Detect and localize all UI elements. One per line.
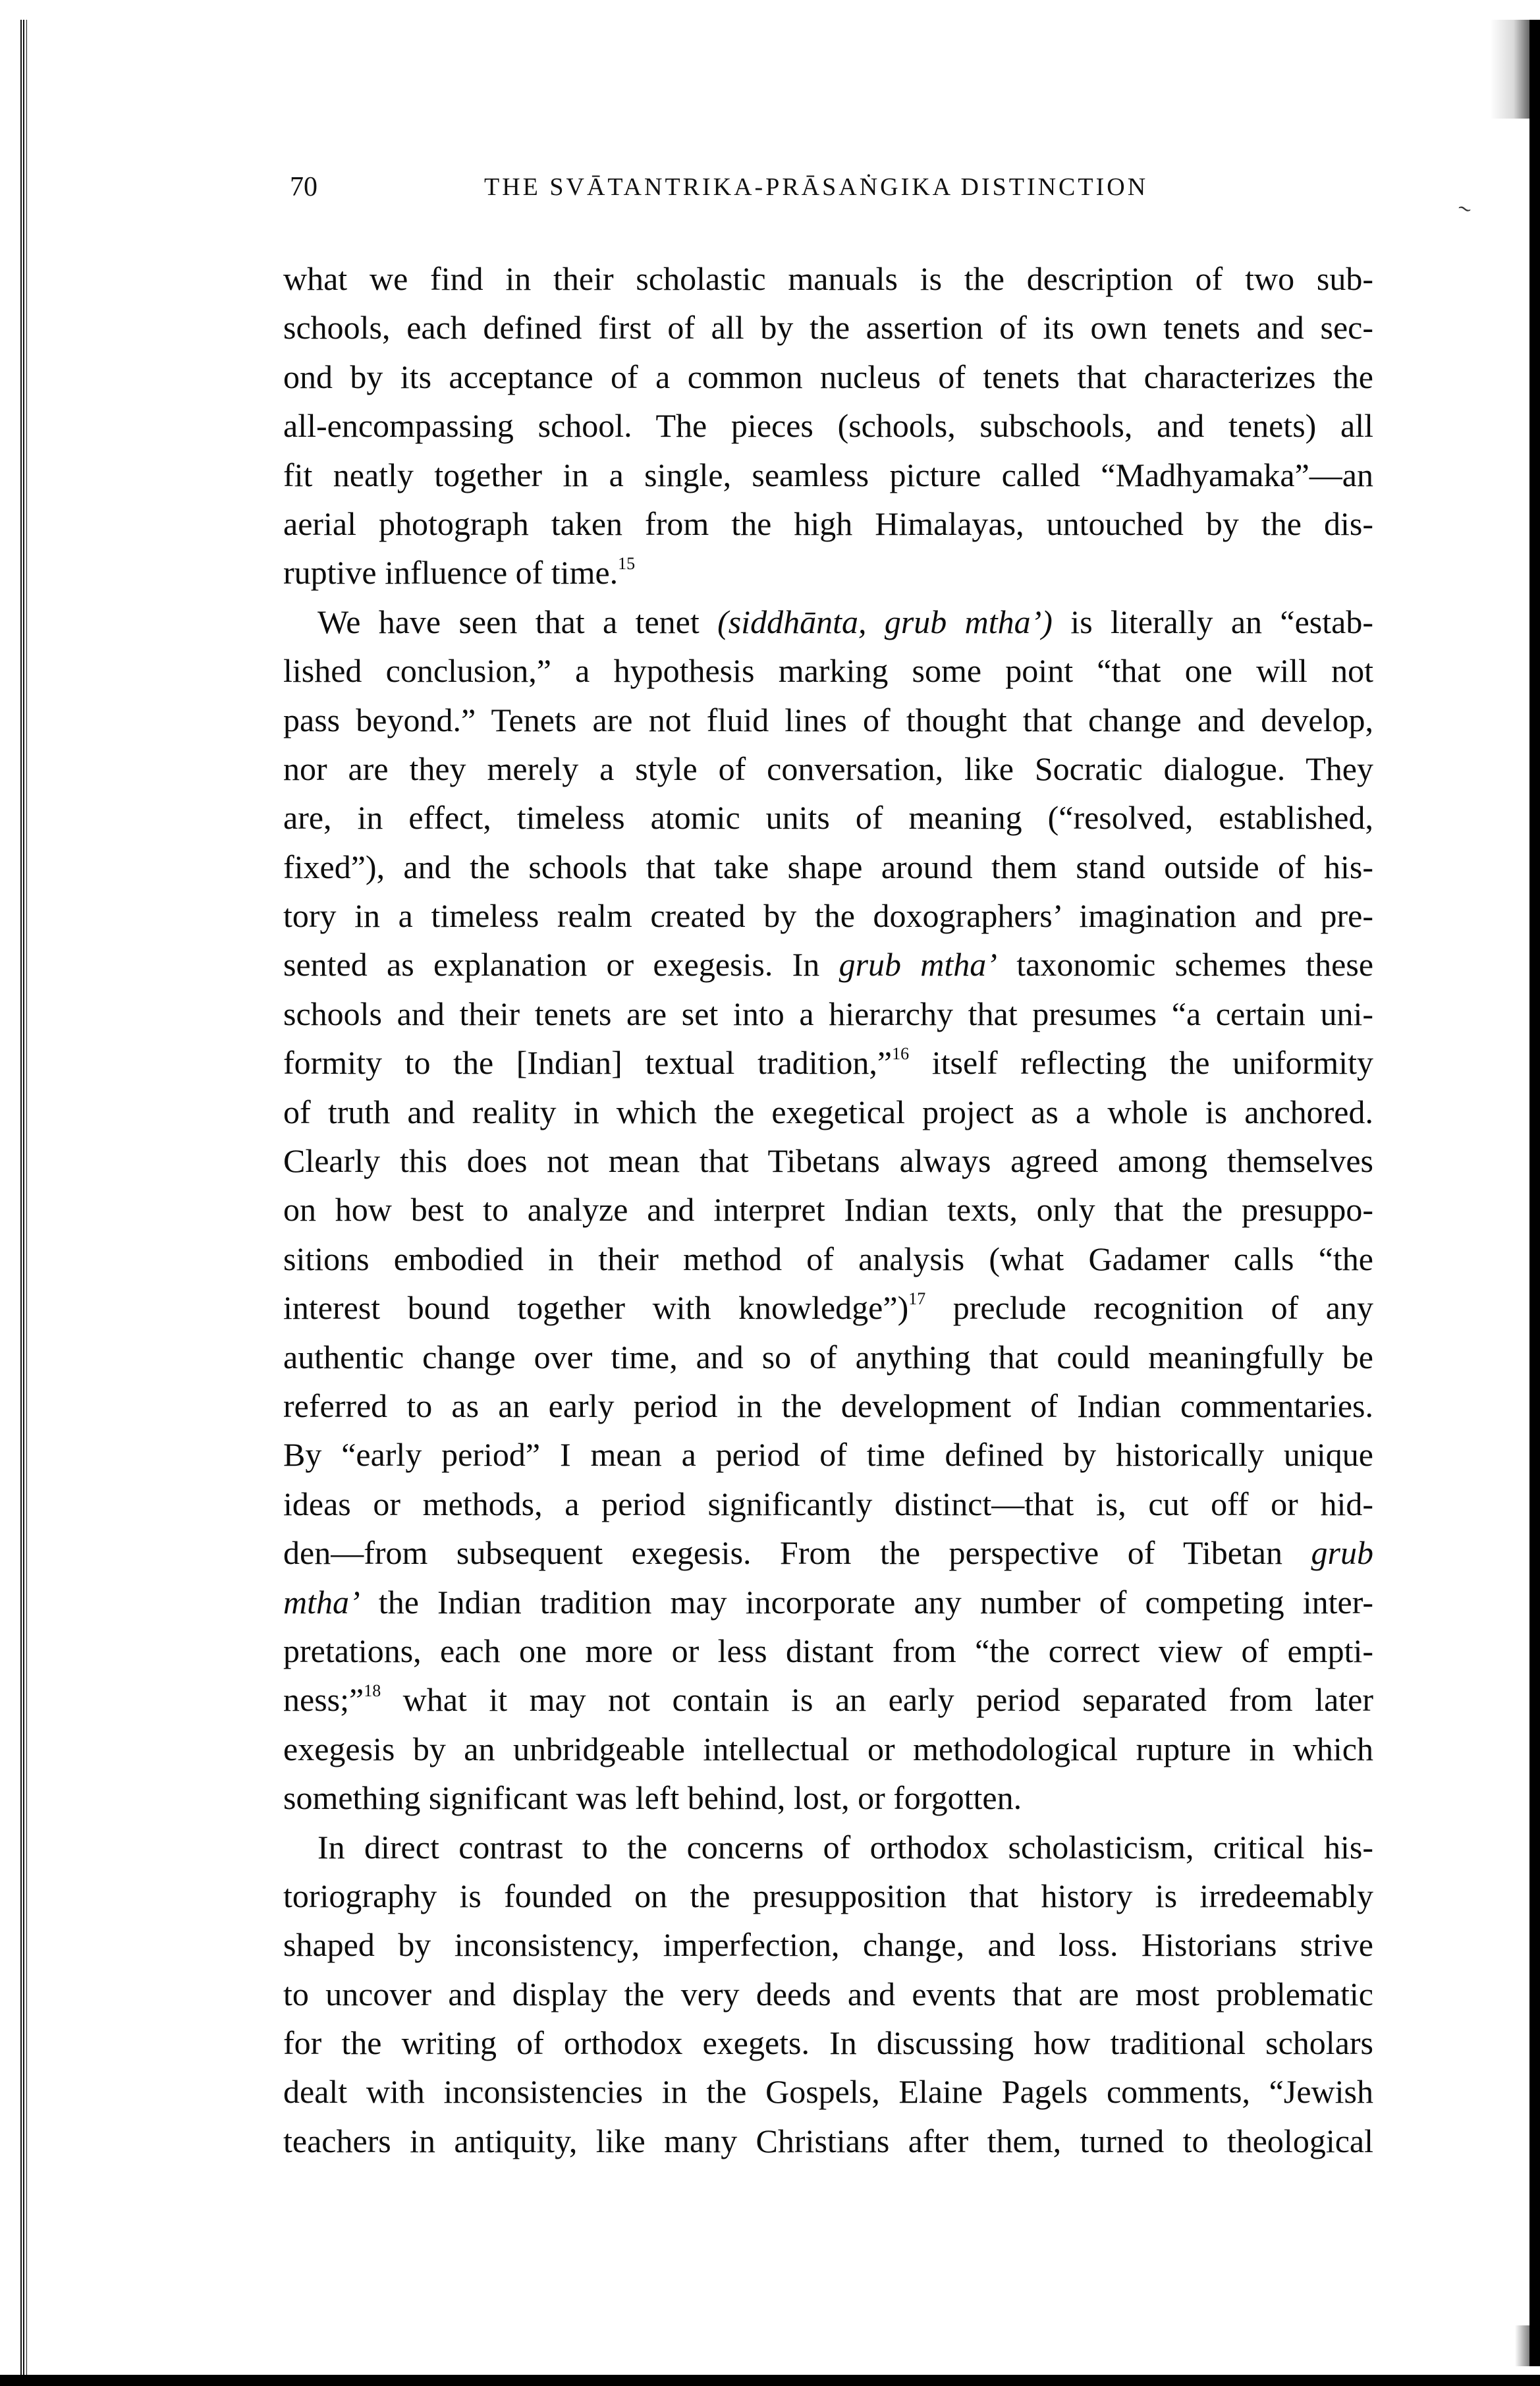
text-run: sented as explanation or exegesis. In	[283, 946, 839, 984]
text-run: are, in effect, timeless atomic units of meaning (“resolved, established,	[283, 799, 1373, 837]
text-run: exegesis by an unbridgeable intellectual or methodological rupture in which	[283, 1730, 1373, 1767]
text-run: pretations, each one more or less distant from “the correct view of empti-	[283, 1632, 1373, 1669]
text-run: ness;”	[283, 1681, 364, 1719]
text-line	[283, 1675, 1373, 1724]
italic-term: mtha’	[283, 1583, 360, 1621]
footnote-ref[interactable]: 15	[618, 554, 636, 574]
text-run: schools and their tenets are set into a hierarchy that presumes “a certain uni-	[283, 995, 1373, 1032]
text-run: ideas or methods, a period significantly distinct—that is, cut off or hid-	[283, 1485, 1373, 1522]
text-line	[283, 1136, 1373, 1185]
text-line	[283, 401, 1373, 450]
text-line	[283, 1970, 1373, 2018]
text-run: teachers in antiquity, like many Christians after them, turned to theological	[283, 2122, 1373, 2159]
body-text	[283, 254, 1373, 2165]
binding-edge-line	[20, 20, 22, 2378]
text-run: By “early period” I mean a period of time defined by historically unique	[283, 1436, 1373, 1474]
text-run: dealt with inconsistencies in the Gospels, Elaine Pagels comments, “Jewish	[283, 2073, 1373, 2111]
text-line	[283, 2117, 1373, 2165]
text-run: formity to the [Indian] textual tradition,”	[283, 1044, 893, 1082]
text-line	[283, 1725, 1373, 1773]
text-run: the Indian tradition may incorporate any number of competing inter-	[360, 1583, 1373, 1621]
text-run: of truth and reality in which the exegetical project as a whole is anchored.	[283, 1093, 1373, 1130]
text-run: fixed”), and the schools that take shape around them stand outside of his-	[283, 848, 1373, 885]
text-line	[283, 940, 1373, 989]
text-line	[283, 891, 1373, 940]
text-line	[283, 597, 1373, 646]
page-number: 70	[290, 172, 317, 202]
text-line	[283, 548, 1373, 597]
text-line	[283, 1920, 1373, 1969]
italic-term: (siddhānta, grub mtha’)	[717, 603, 1053, 640]
text-run: fit neatly together in a single, seamless picture called “Madhyamaka”—an	[283, 456, 1373, 493]
text-line	[283, 254, 1373, 303]
text-run: aerial photograph taken from the high Himalayas, untouched by the dis-	[283, 505, 1373, 542]
text-line	[283, 1235, 1373, 1283]
scan-edge-bottom	[0, 2375, 1540, 2386]
text-line	[283, 744, 1373, 793]
text-run: referred to as an early period in the development of Indian commentaries.	[283, 1387, 1373, 1424]
text-line	[283, 1823, 1373, 1872]
footnote-ref[interactable]: 16	[892, 1044, 910, 1064]
text-line	[283, 1430, 1373, 1479]
paragraph	[283, 1823, 1373, 2166]
text-run: tory in a timeless realm created by the doxographers’ imagination and pre-	[283, 897, 1373, 935]
text-line	[283, 1528, 1373, 1577]
text-run: sitions embodied in their method of analysis (what Gadamer calls “the	[283, 1240, 1373, 1277]
italic-term: grub	[1311, 1534, 1373, 1572]
text-line	[283, 1381, 1373, 1430]
text-run: shaped by inconsistency, imperfection, change, and loss. Historians strive	[283, 1926, 1373, 1964]
text-line	[283, 1773, 1373, 1822]
text-run: Clearly this does not mean that Tibetans always agreed among themselves	[283, 1142, 1373, 1180]
text-run: den—from subsequent exegesis. From the perspective of Tibetan	[283, 1534, 1311, 1572]
text-run: what we find in their scholastic manuals is the description of two sub-	[283, 260, 1373, 297]
text-run: is literally an “estab-	[1052, 603, 1373, 640]
text-line	[283, 1872, 1373, 1920]
text-line	[283, 303, 1373, 352]
text-line	[283, 646, 1373, 695]
text-run: what it may not contain is an early period separated from later	[381, 1681, 1373, 1719]
running-head: THE SVĀTANTRIKA-PRĀSAṄGIKA DISTINCTION	[484, 173, 1149, 201]
text-run: for the writing of orthodox exegets. In discussing how traditional scholars	[283, 2024, 1373, 2062]
text-line	[283, 1333, 1373, 1381]
text-line	[283, 1480, 1373, 1528]
text-line	[283, 451, 1373, 499]
text-run: schools, each defined first of all by the assertion of its own tenets and sec-	[283, 309, 1373, 347]
text-run: ond by its acceptance of a common nucleus of tenets that characterizes the	[283, 358, 1373, 395]
text-line	[283, 1283, 1373, 1332]
page-header	[0, 171, 1540, 211]
text-run: itself reflecting the uniformity	[909, 1044, 1373, 1082]
text-run: interest bound together with knowledge”)	[283, 1289, 909, 1327]
stray-pen-mark: ~	[1454, 195, 1476, 222]
text-run: something significant was left behind, lost, or forgotten.	[283, 1779, 1022, 1817]
scan-edge-right	[1529, 20, 1540, 2366]
text-run: taxonomic schemes these	[997, 946, 1374, 984]
text-run: ruptive influence of time.	[283, 554, 619, 592]
text-line	[283, 696, 1373, 744]
paragraph	[283, 254, 1373, 597]
text-run: In direct contrast to the concerns of orthodox scholasticism, critical his-	[317, 1828, 1373, 1866]
footnote-ref[interactable]: 17	[908, 1289, 926, 1309]
text-run: authentic change over time, and so of anything that could meaningfully be	[283, 1338, 1373, 1375]
text-run: all-encompassing school. The pieces (schools, subschools, and tenets) all	[283, 407, 1373, 445]
binding-edge-line	[26, 20, 27, 2378]
text-run: preclude recognition of any	[925, 1289, 1373, 1327]
text-line	[283, 499, 1373, 548]
italic-term: grub mtha’	[839, 946, 997, 984]
text-line	[283, 2018, 1373, 2067]
text-line	[283, 1185, 1373, 1234]
text-line	[283, 793, 1373, 842]
text-line	[283, 2067, 1373, 2116]
text-line	[283, 1626, 1373, 1675]
text-line	[283, 843, 1373, 891]
text-run: nor are they merely a style of conversation, like Socratic dialogue. They	[283, 750, 1373, 787]
footnote-ref[interactable]: 18	[364, 1681, 381, 1701]
text-line	[283, 989, 1373, 1038]
text-run: pass beyond.” Tenets are not fluid lines of thought that change and develop,	[283, 701, 1373, 738]
page-edge-shadow	[1515, 2325, 1529, 2366]
text-line	[283, 352, 1373, 401]
text-line	[283, 1578, 1373, 1626]
text-run: We have seen that a tenet	[317, 603, 718, 640]
binding-edge-line	[23, 20, 24, 2378]
text-run: toriography is founded on the presupposition that history is irredeemably	[283, 1877, 1373, 1914]
text-run: to uncover and display the very deeds and events that are most problematic	[283, 1975, 1373, 2012]
text-line	[283, 1038, 1373, 1087]
text-run: on how best to analyze and interpret Indian texts, only that the presuppo-	[283, 1191, 1373, 1229]
page-edge-shadow	[1490, 20, 1529, 119]
text-run: lished conclusion,” a hypothesis marking some point “that one will not	[283, 652, 1373, 690]
paragraph	[283, 597, 1373, 1823]
text-line	[283, 1088, 1373, 1136]
